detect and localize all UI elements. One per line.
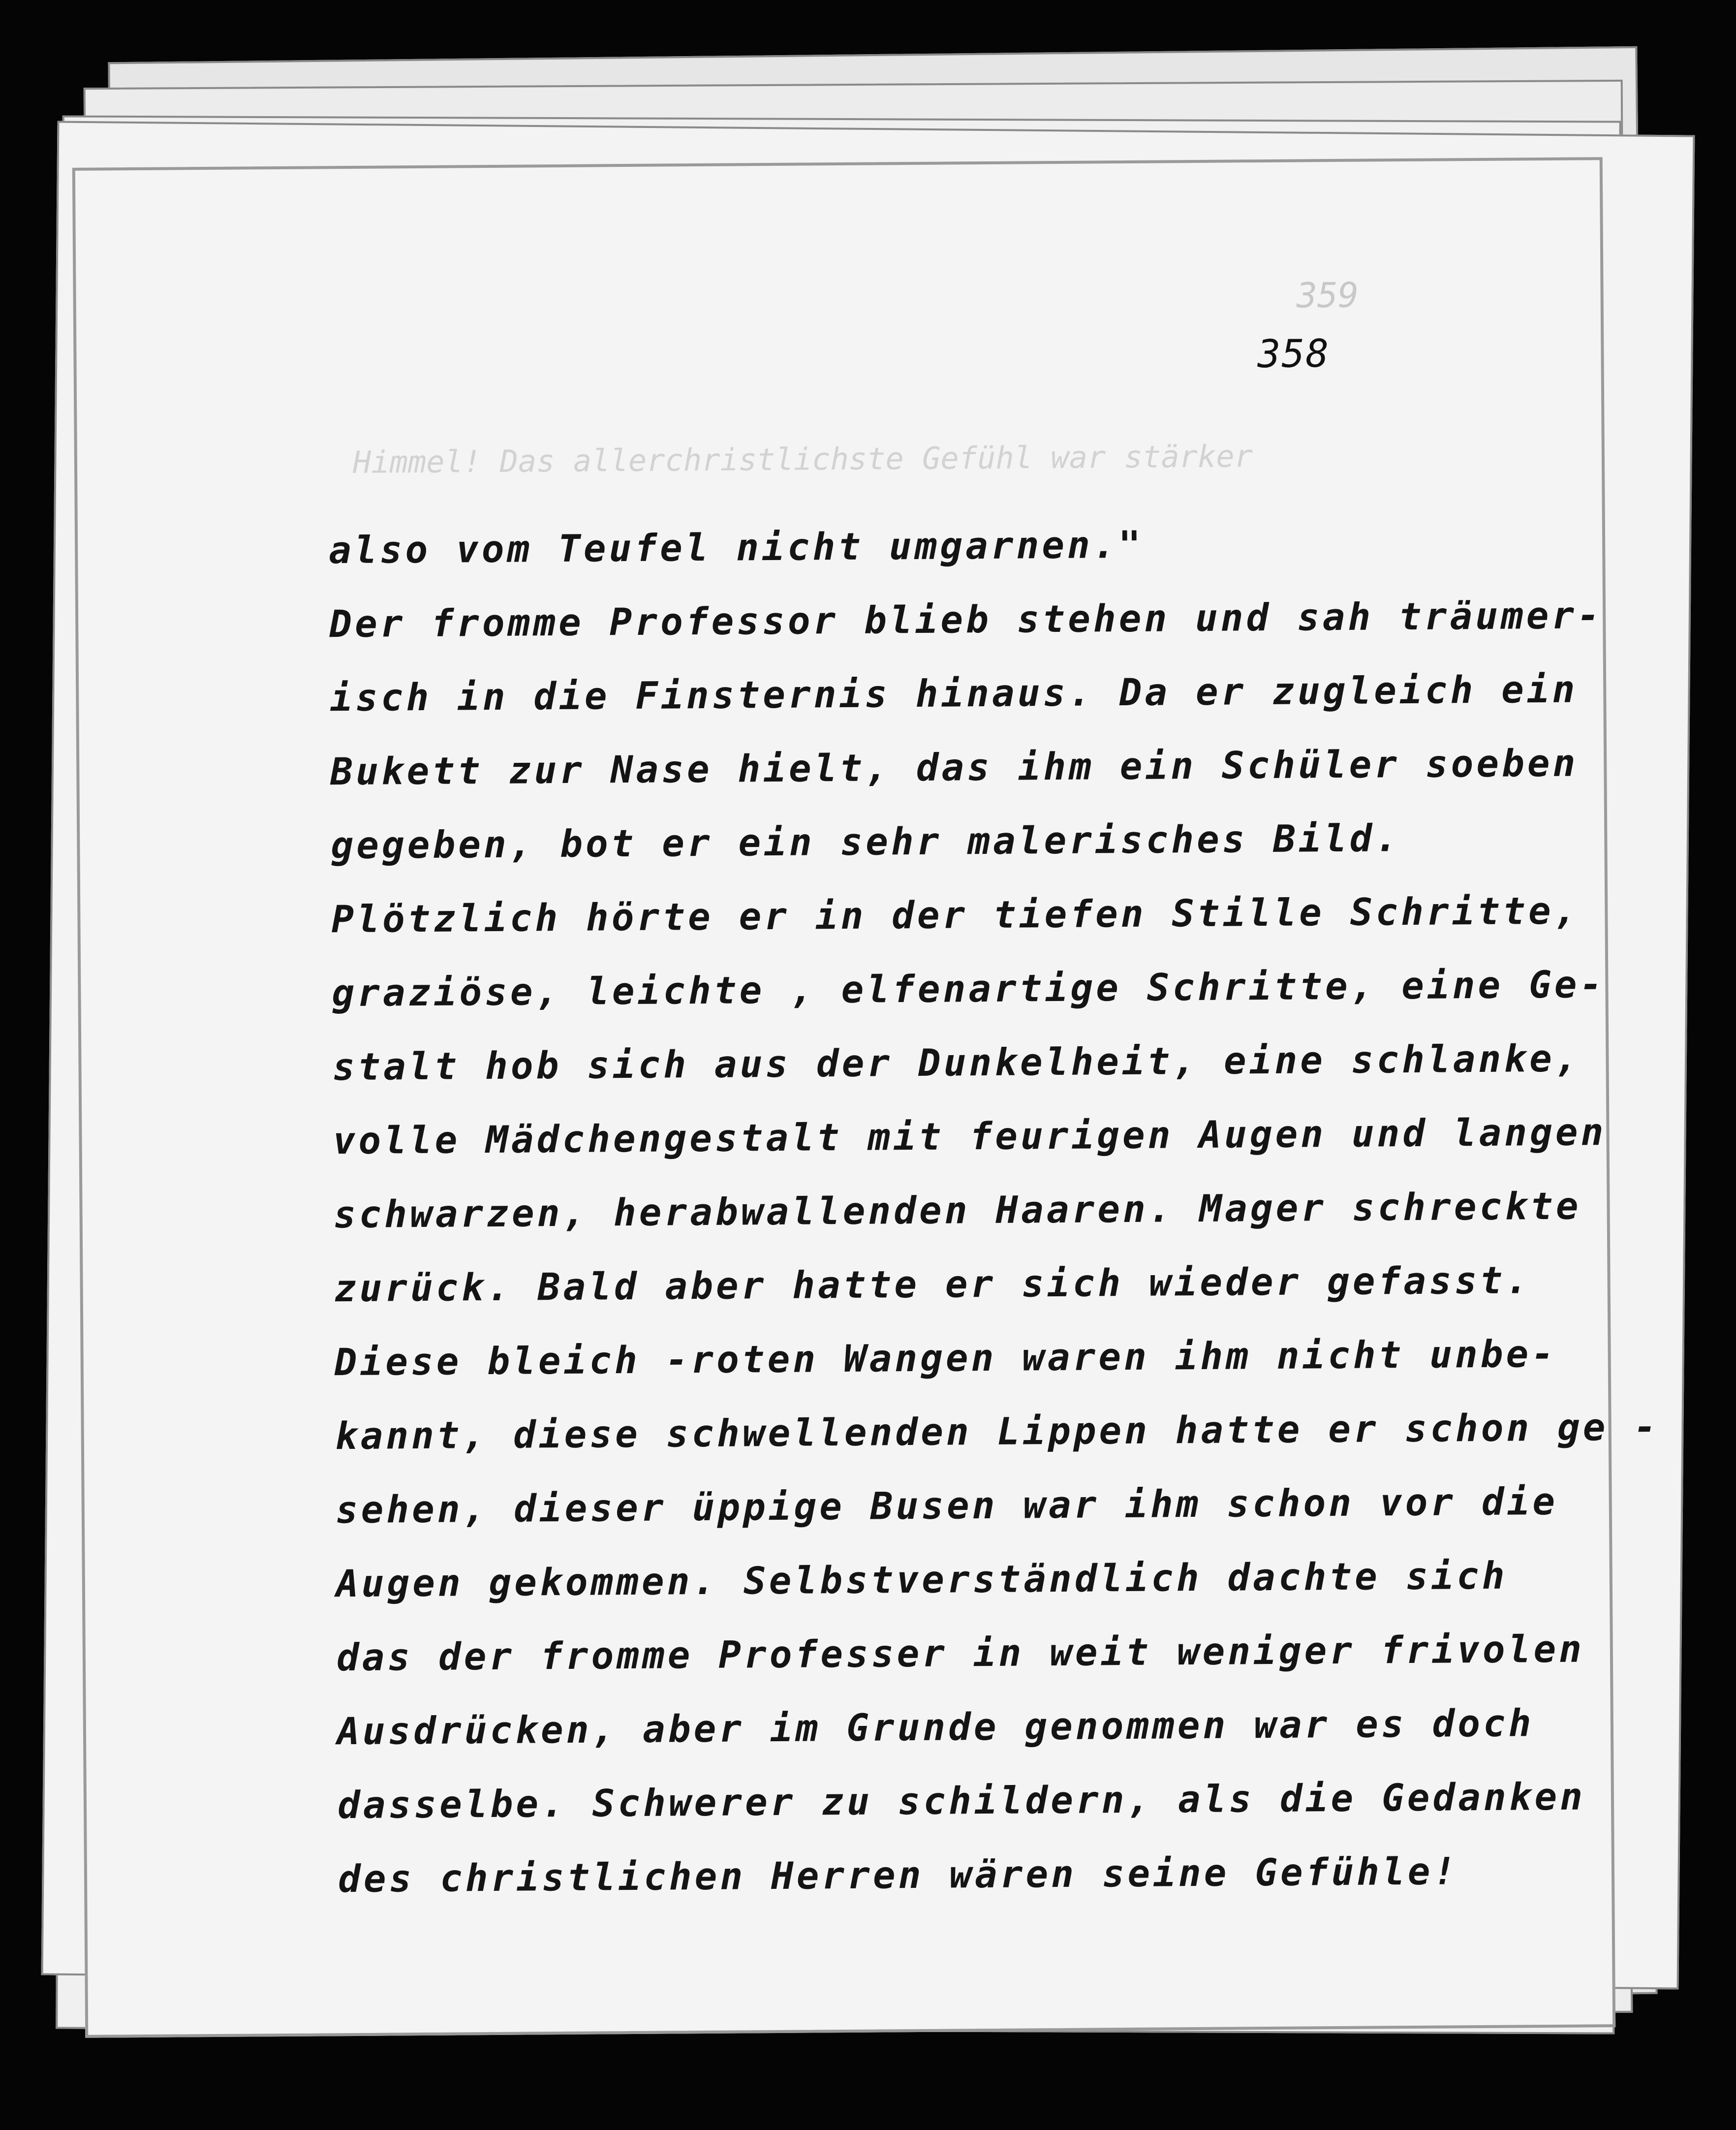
text-line: isch in die Finsternis hinaus. Da er zugleich ein (329, 667, 1578, 720)
text-line: also vom Teufel nicht umgarnen." (328, 522, 1144, 572)
text-line: kannt, diese schwellenden Lippen hatte er schon ge - (335, 1405, 1660, 1458)
text-line: stalt hob sich aus der Dunkelheit, eine schlanke, (332, 1036, 1581, 1089)
text-line: des christlichen Herren wären seine Gefühle! (338, 1849, 1459, 1901)
text-line: gegeben, bot er ein sehr malerisches Bild. (331, 816, 1401, 868)
text-line: sehen, dieser üppige Busen war ihm schon vor die (335, 1479, 1558, 1532)
page-number: 358 (1257, 332, 1330, 377)
typewritten-page (72, 157, 1660, 2038)
body-text (328, 504, 1660, 1916)
text-line: das der fromme Professer in weit weniger frivolen (336, 1627, 1585, 1680)
text-line: Augen gekommen. Selbstverständlich dachte sich (336, 1553, 1508, 1606)
bleed-through-line: Himmel! Das allerchristlichste Gefühl war stärker (352, 438, 1253, 480)
text-line: dasselbe. Schwerer zu schildern, als die Gedanken (337, 1774, 1586, 1827)
text-line: Ausdrücken, aber im Grunde genommen war es doch (337, 1701, 1534, 1754)
text-line: schwarzen, herabwallenden Haaren. Mager schreckte (333, 1184, 1581, 1237)
text-line: zurück. Bald aber hatte er sich wieder gefasst. (334, 1258, 1531, 1311)
text-line: Der fromme Professor blieb stehen und sah träumer- (329, 593, 1603, 646)
text-line: volle Mädchengestalt mit feurigen Augen und langen (333, 1110, 1607, 1163)
text-line: Plötzlich hörte er in der tiefen Stille Schritte, (331, 888, 1580, 941)
text-line: Diese bleich -roten Wangen waren ihm nicht unbe- (334, 1331, 1557, 1384)
text-line: graziöse, leichte , elfenartige Schritte, eine Ge- (332, 962, 1606, 1015)
bleed-through-page-number: 359 (1296, 275, 1359, 316)
text-line: Bukett zur Nase hielt, das ihm ein Schüler soeben (330, 741, 1579, 794)
